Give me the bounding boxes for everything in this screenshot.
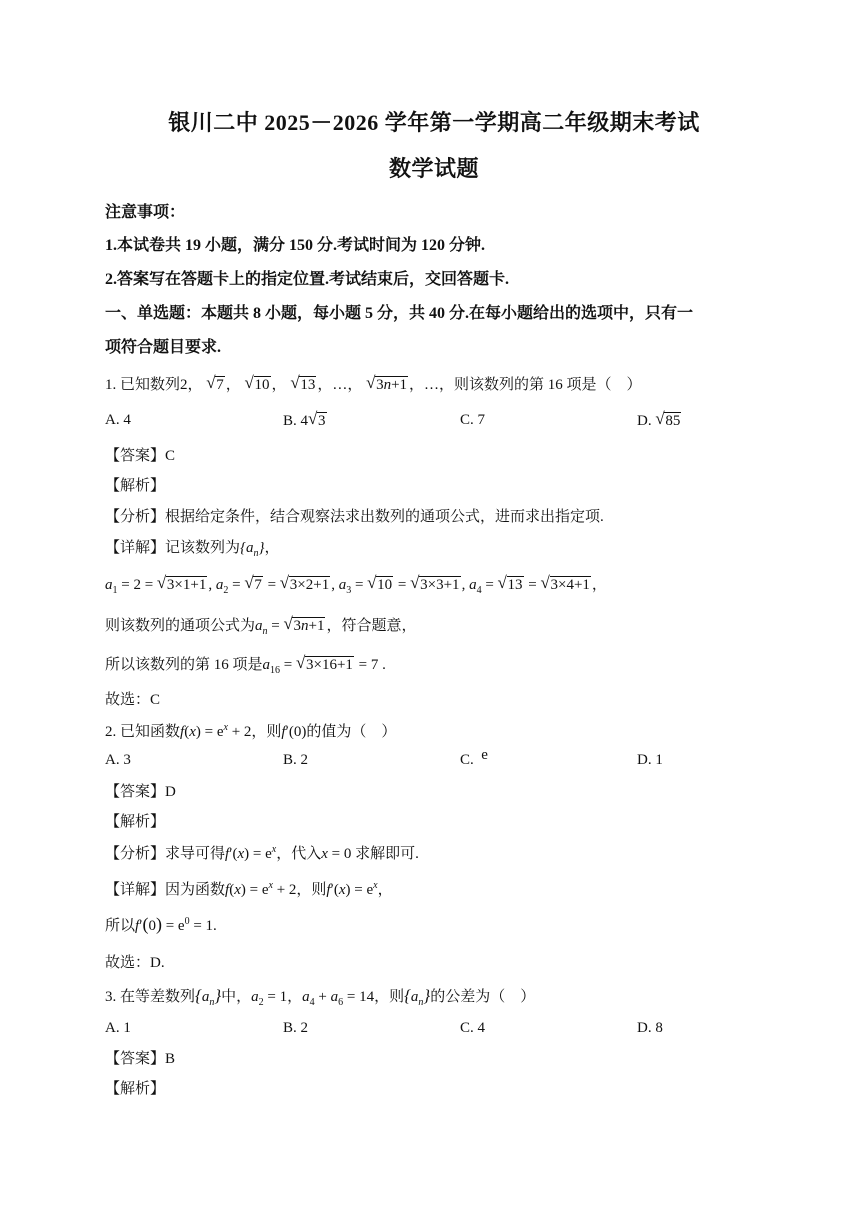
q1-general-term: 则该数列的通项公式为$a_n$ = √ 3n+1 ，符合题意， [105,614,417,637]
notice-item-1: 1.本试卷共 19 小题，满分 150 分.考试时间为 120 分钟. [105,237,486,254]
q1-option-d: D. √ 85 [637,409,681,429]
q2-answer: 【答案】D [105,784,176,800]
q2-option-b: B. 2 [283,752,309,768]
question-3-stem: 3. 在等差数列$\{a_n\}$中，$a_2 = 1$，$a_4 + a_6 = 14$，则$\{a_n\}$的公差为（ ） [105,986,536,1008]
question-1-stem: 1. 已知数列2， √ 7 ， √ 10 ， √ 13 ，…， √ 3n+1 ，…，则该数列的第 16 项是（ ） [105,373,642,393]
q1-answer: 【答案】C [105,448,176,464]
question-1-suffix: ，…，则该数列的第 16 项是（ ） [409,377,642,393]
sqrt-7: √ 7 [206,373,224,393]
q2-fenxi: 【分析】求导可得$f'(x) = e^x$，代入x = 0 求解即可. [105,844,419,862]
q1-option-b: B. 4 √ 3 [283,409,326,429]
q2-detail: 【详解】因为函数$f(x) = e^x + 2$，则$f'(x) = e^x$， [105,880,393,898]
q2-conclusion: 所以$f'(0) = e^0 = 1$. [105,914,217,934]
q3-answer: 【答案】B [105,1051,176,1067]
q3-analysis-label: 【解析】 [105,1081,166,1097]
q3-option-b: B. 2 [283,1020,309,1036]
q1-detail: 【详解】记该数列为$\{a_n\}$， [105,540,280,559]
section-heading-line-2: 项符合题目要求. [105,339,222,356]
sqrt-13: √ 13 [290,373,316,393]
exam-subtitle: 数学试题 [388,156,479,181]
sqrt-3n-plus-1: √ 3n+1 [366,373,408,393]
q3-option-a: A. 1 [105,1020,131,1036]
exam-title: 银川二中 2025－2026 学年第一学期高二年级期末考试 [168,110,700,135]
q3-option-c: C. 4 [460,1020,486,1036]
q1-option-a: A. 4 [105,412,131,428]
q1-term-16: 所以该数列的第 16 项是$a_{16}$ = √ 3×16+1 = 7 . [105,653,386,676]
q1-derivation: $a_1 = 2$ = √ 3×1+1 , $a_2$ = √ 7 = √ 3×2+1 , $a_3$ = √ 10 = √ 3×3+1 , $a_4$ = √ 13 = √ 3×4+1 ， [105,573,607,596]
sqrt-10: √ 10 [244,373,270,393]
section-heading-line-1: 一、单选题：本题共 8 小题，每小题 5 分，共 40 分.在每小题给出的选项中，只有一 [105,305,694,322]
q2-option-c: C. e [460,747,488,768]
q2-analysis-label: 【解析】 [105,814,166,830]
notice-item-2: 2.答案写在答题卡上的指定位置.考试结束后，交回答题卡. [105,271,510,288]
question-1-prefix: 1. 已知数列 [105,377,181,393]
q1-fenxi: 【分析】根据给定条件，结合观察法求出数列的通项公式，进而求出指定项. [105,509,604,525]
q1-choose: 故选：C [105,692,161,708]
q2-choose: 故选：D. [105,955,165,971]
q1-option-c: C. 7 [460,412,486,428]
q2-option-d: D. 1 [637,752,663,768]
question-2-stem: 2. 已知函数$f(x) = e^x + 2$，则f′(0)的值为（ ） [105,722,397,740]
q3-option-d: D. 8 [637,1020,663,1036]
q1-analysis-label: 【解析】 [105,478,166,494]
notice-heading: 注意事项： [105,204,186,221]
q2-option-a: A. 3 [105,752,131,768]
